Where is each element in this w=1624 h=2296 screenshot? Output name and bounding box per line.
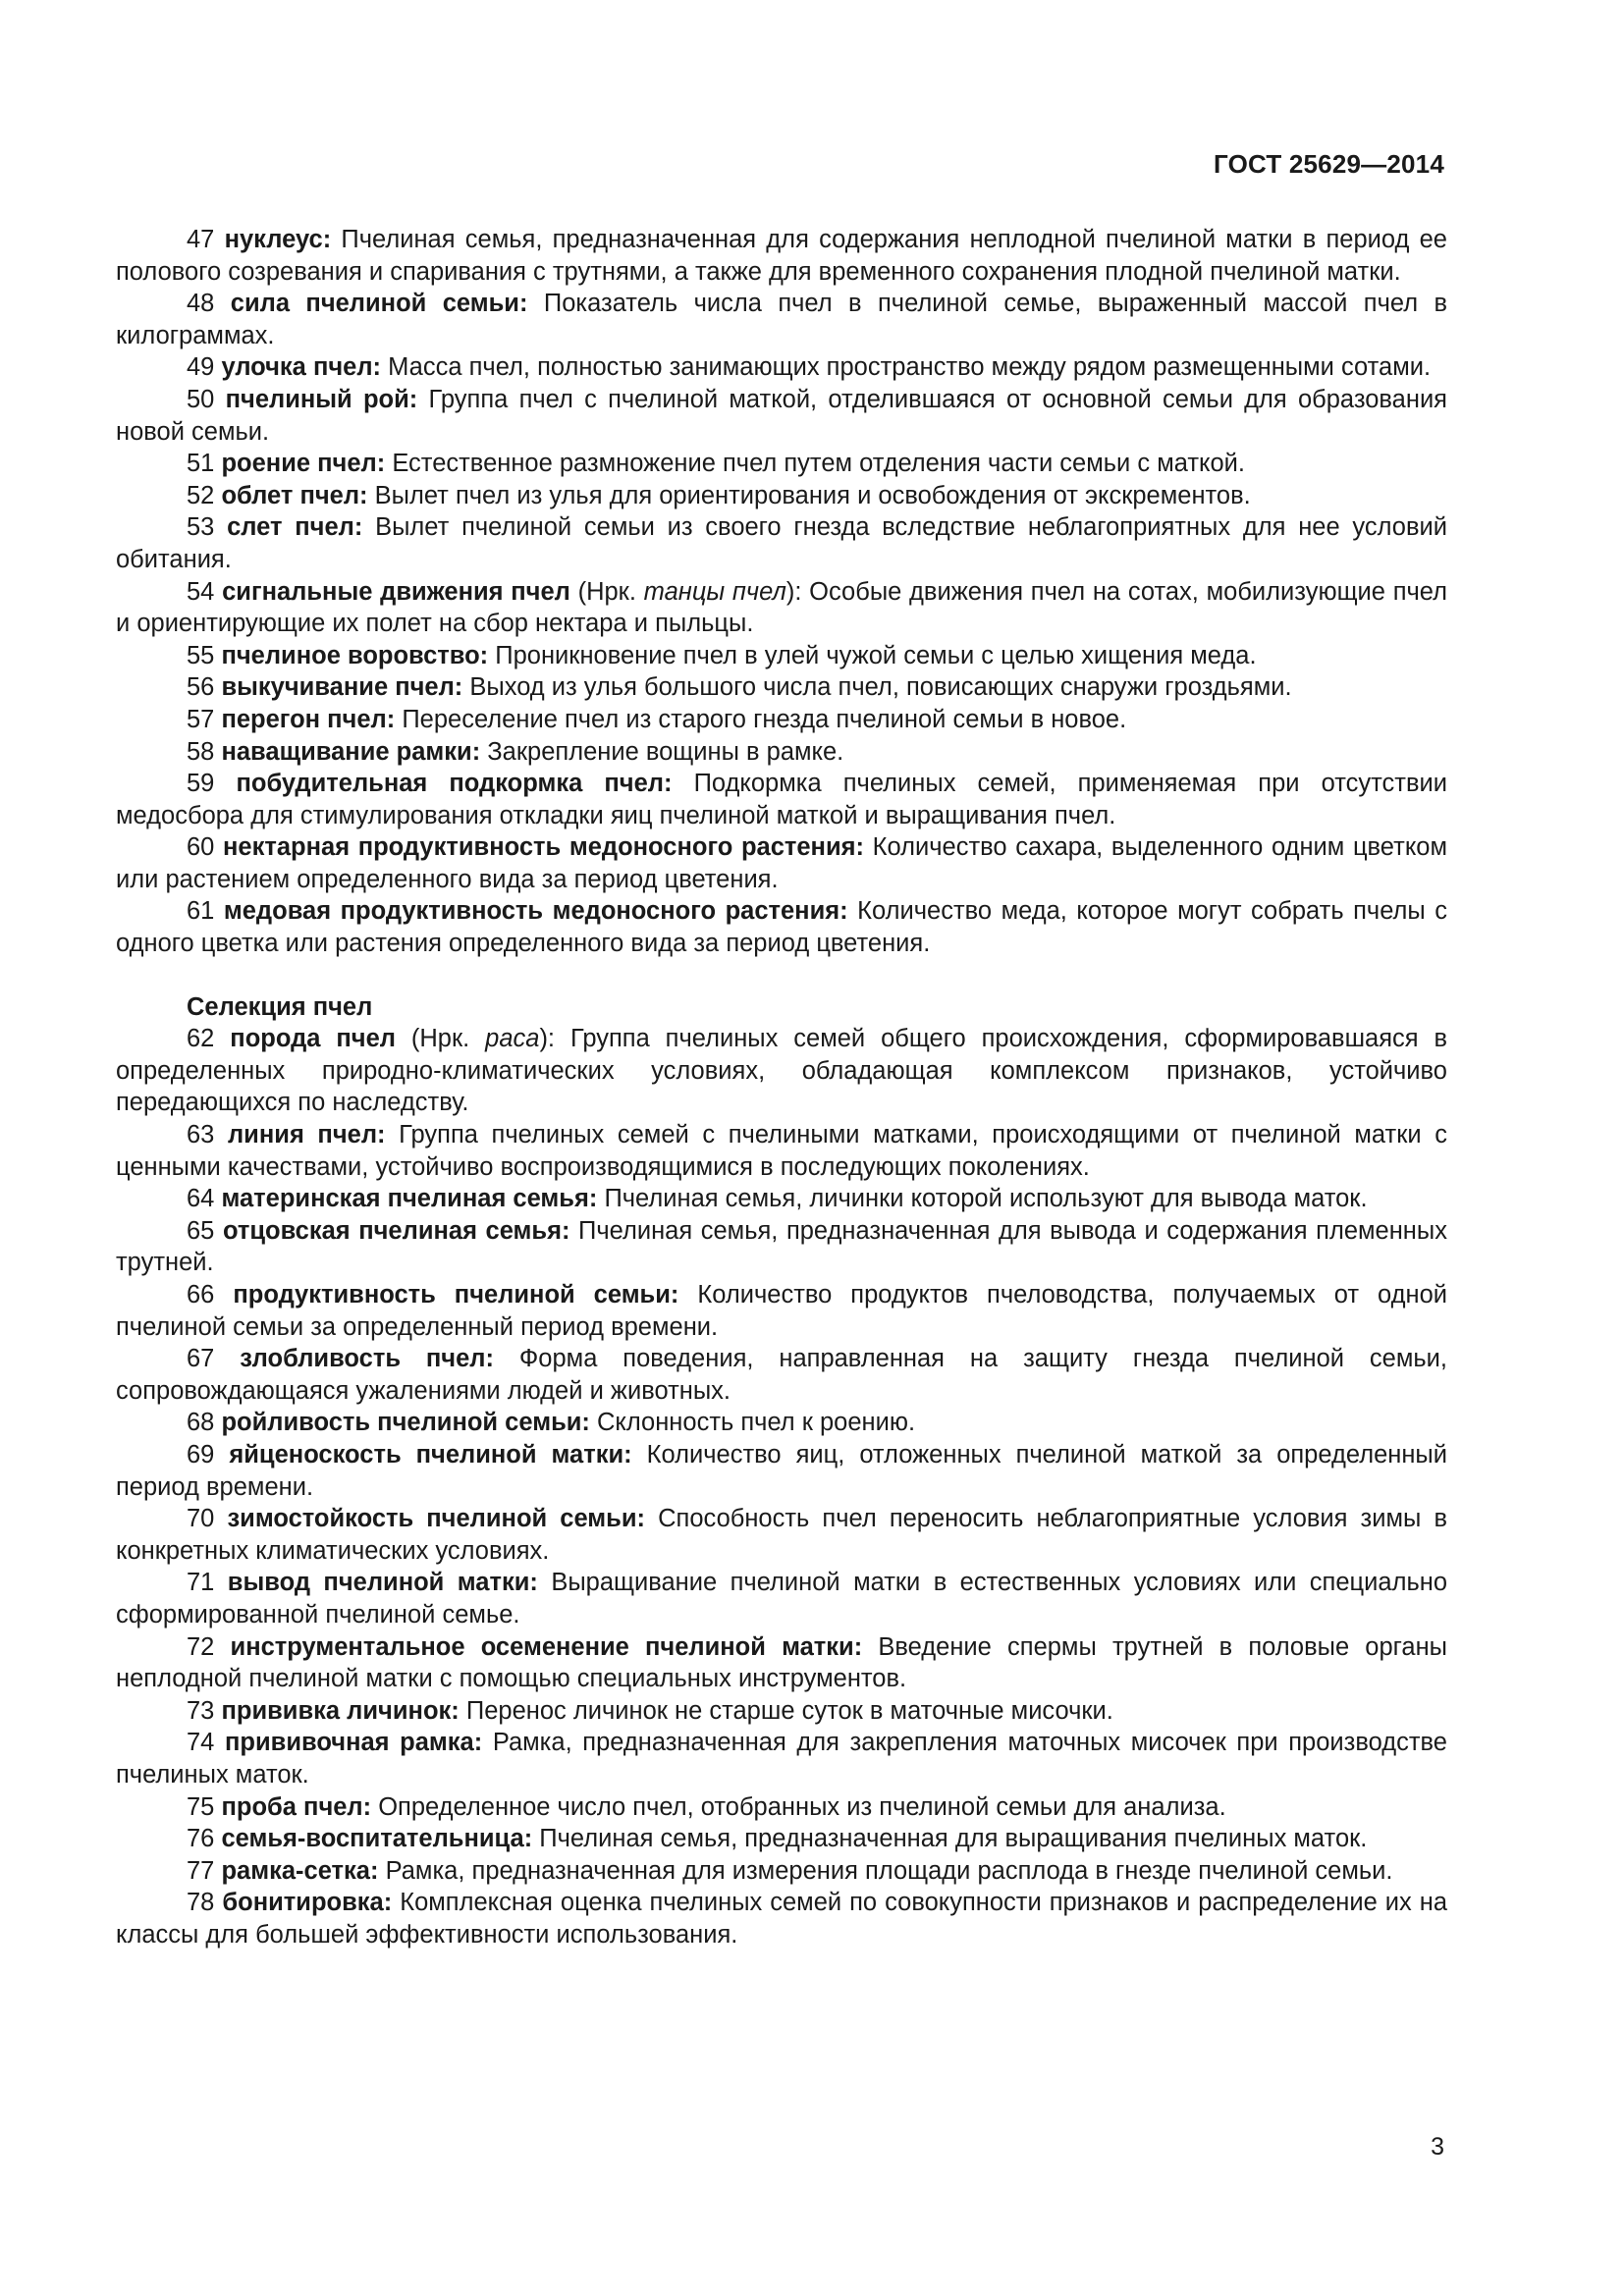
term-title: пчелиное воровство:: [221, 641, 489, 669]
term-definition: Показатель числа пчел в пчелиной семье, выраженный массой пчел в килограммах.: [116, 290, 1448, 349]
term-number: 47: [187, 226, 215, 253]
term-entry: [116, 831, 1447, 895]
term-title: нуклеус:: [224, 226, 332, 253]
term-entry: [116, 480, 1447, 512]
term-definition: Подкормка пчелиных семей, применяемая при отсутствии медосбора для стимулирования откладки яиц пчелиной маткой и выращивания пчел.: [116, 770, 1447, 829]
term-alt-suffix: ):: [785, 577, 802, 606]
term-definition: Особые движения пчел на сотах, мобилизующие пчел и ориентирующие их полет на сбор нектара и пыльцы.: [116, 577, 1448, 638]
term-definition: Переселение пчел из старого гнезда пчелиной семьи в новое.: [402, 705, 1127, 733]
term-title: проба пчел:: [221, 1792, 372, 1821]
term-number: 72: [187, 1632, 215, 1661]
term-entry: [116, 351, 1447, 384]
term-number: 76: [187, 1825, 215, 1853]
term-alt-suffix: ):: [539, 1025, 556, 1053]
term-entry: [116, 1791, 1447, 1824]
term-definition: Определенное число пчел, отобранных из пчелиной семьи для анализа.: [378, 1792, 1226, 1821]
term-number: 77: [187, 1856, 215, 1885]
term-number: 63: [187, 1121, 215, 1149]
term-entry: [116, 1631, 1447, 1695]
term-title: выкучивание пчел:: [221, 673, 463, 702]
term-number: 52: [187, 481, 215, 509]
term-number: 71: [187, 1569, 215, 1597]
term-number: 49: [187, 353, 215, 382]
term-entry: [116, 1503, 1447, 1567]
term-title: зимостойкость пчелиной семьи:: [227, 1505, 646, 1533]
term-deprecated-synonym: раса: [485, 1025, 540, 1053]
term-title: прививка личинок:: [221, 1696, 460, 1725]
term-title: сила пчелиной семьи:: [230, 290, 528, 318]
term-definition: Группа пчелиных семей общего происхождения, сформировавшаяся в определенных природно-климатических условиях, обладающая комплексом признаков, устойчиво передающихся по наследству.: [116, 1025, 1448, 1117]
term-number: 53: [187, 513, 215, 542]
term-definition: Естественное размножение пчел путем отделения части семьи с маткой.: [392, 450, 1245, 478]
term-title: пчелиный рой:: [225, 385, 418, 413]
term-definition: Пчелиная семья, личинки которой используют для вывода маток.: [604, 1185, 1368, 1213]
term-number: 70: [187, 1505, 215, 1533]
term-definition: Количество меда, которое могут собрать пчелы с одного цветка или растения определенного вида за период цветения.: [116, 897, 1447, 958]
term-definition: Вылет пчел из улья для ориентирования и освобождения от экскрементов.: [374, 481, 1251, 509]
term-title: семья-воспитательница:: [221, 1825, 533, 1853]
term-number: 55: [187, 641, 215, 669]
term-title: порода пчел: [230, 1025, 396, 1053]
term-entry: [116, 1119, 1447, 1183]
page-number: 3: [1431, 2133, 1444, 2161]
term-number: 69: [187, 1440, 215, 1468]
term-title: вывод пчелиной матки:: [227, 1569, 538, 1597]
term-number: 60: [187, 833, 215, 862]
terms-list-part2: [116, 1023, 1447, 1950]
term-entry: [116, 1279, 1447, 1343]
term-definition: Способность пчел переносить неблагоприятные условия зимы в конкретных климатических условиях.: [116, 1505, 1447, 1565]
term-entry: [116, 1439, 1447, 1503]
term-number: 73: [187, 1696, 215, 1725]
term-number: 58: [187, 737, 215, 766]
term-entry: [116, 511, 1447, 575]
term-title: наващивание рамки:: [221, 737, 481, 766]
term-title: прививочная рамка:: [224, 1729, 483, 1757]
term-entry: [116, 1183, 1447, 1215]
term-definition: Пчелиная семья, предназначенная для содержания неплодной пчелиной матки в период ее полового созревания и спаривания с трутнями, а также для временного сохранения плодной пчелиной матки.: [116, 226, 1447, 286]
term-entry: [116, 288, 1447, 351]
term-title: улочка пчел:: [221, 353, 382, 382]
term-number: 61: [187, 897, 215, 926]
term-title: перегон пчел:: [221, 705, 396, 733]
term-number: 68: [187, 1409, 215, 1437]
term-title: бонитировка:: [222, 1889, 393, 1917]
term-title: отцовская пчелиная семья:: [222, 1216, 570, 1245]
term-entry: [116, 640, 1447, 672]
term-entry: [116, 1823, 1447, 1855]
term-entry: [116, 448, 1447, 480]
term-number: 50: [187, 385, 215, 413]
term-number: 51: [187, 450, 215, 478]
term-definition: Количество сахара, выделенного одним цветком или растением определенного вида за период цветения.: [116, 833, 1447, 893]
term-entry: [116, 704, 1447, 736]
term-entry: [116, 1727, 1447, 1790]
term-definition: Закрепление вощины в рамке.: [487, 737, 844, 766]
section-heading: Селекция пчел: [187, 992, 373, 1021]
term-definition: Перенос личинок не старше суток в маточные мисочки.: [465, 1696, 1113, 1725]
term-entry: [116, 1215, 1447, 1279]
term-number: 75: [187, 1792, 215, 1821]
term-title: роение пчел:: [221, 450, 386, 478]
term-definition: Пчелиная семья, предназначенная для вывода и содержания племенных трутней.: [116, 1216, 1447, 1277]
term-definition: Рамка, предназначенная для закрепления маточных мисочек при производстве пчелиных маток.: [116, 1729, 1447, 1789]
term-title: линия пчел:: [227, 1121, 386, 1149]
term-definition: Выход из улья большого числа пчел, повисающих снаружи гроздьями.: [469, 673, 1292, 702]
term-definition: Комплексная оценка пчелиных семей по совокупности признаков и распределение их на классы для большей эффективности использования.: [116, 1889, 1448, 1949]
term-title: материнская пчелиная семья:: [221, 1185, 598, 1213]
term-alt-prefix: (Нрк.: [410, 1025, 486, 1053]
term-number: 64: [187, 1185, 215, 1213]
term-definition: Пчелиная семья, предназначенная для выращивания пчелиных маток.: [539, 1825, 1368, 1853]
term-definition: Группа пчел с пчелиной маткой, отделившаяся от основной семьи для образования новой семьи.: [116, 385, 1447, 446]
term-number: 57: [187, 705, 215, 733]
term-title: сигнальные движения пчел: [222, 577, 570, 606]
term-number: 67: [187, 1345, 215, 1373]
term-entry: [116, 1407, 1447, 1439]
term-entry: [116, 736, 1447, 769]
term-title: яйценоскость пчелиной матки:: [229, 1440, 632, 1468]
term-entry: [116, 576, 1447, 640]
term-definition: Масса пчел, полностью занимающих пространство между рядом размещенными сотами.: [388, 353, 1432, 382]
term-number: 56: [187, 673, 215, 702]
term-title: злобливость пчел:: [240, 1345, 494, 1373]
term-title: инструментальное осеменение пчелиной матки:: [230, 1632, 863, 1661]
term-definition: Вылет пчелиной семьи из своего гнезда вследствие неблагоприятных для нее условий обитания.: [116, 513, 1447, 573]
term-definition: Группа пчелиных семей с пчелиными матками, происходящими от пчелиной матки с ценными качествами, устойчиво воспроизводящимися в последующих поколениях.: [116, 1121, 1447, 1181]
term-entry: [116, 671, 1447, 704]
term-title: слет пчел:: [227, 513, 363, 542]
term-definition: Склонность пчел к роению.: [597, 1409, 916, 1437]
term-alt-prefix: (Нрк.: [577, 577, 644, 606]
document-header-standard: ГОСТ 25629—2014: [1214, 149, 1444, 179]
term-definition: Количество яиц, отложенных пчелиной маткой за определенный период времени.: [116, 1440, 1447, 1501]
term-entry: [116, 224, 1447, 288]
term-definition: Форма поведения, направленная на защиту гнезда пчелиной семьи, сопровождающаяся ужалениями людей и животных.: [116, 1345, 1447, 1405]
term-number: 59: [187, 770, 215, 798]
term-entry: [116, 1887, 1447, 1950]
term-entry: [116, 1023, 1447, 1119]
term-definition: Выращивание пчелиной матки в естественных условиях или специально сформированной пчелиной семье.: [116, 1569, 1447, 1629]
term-number: 74: [187, 1729, 215, 1757]
term-definition: Рамка, предназначенная для измерения площади расплода в гнезде пчелиной семьи.: [385, 1856, 1393, 1885]
terms-list-part1: [116, 224, 1447, 960]
term-number: 54: [187, 577, 215, 606]
term-entry: [116, 895, 1447, 959]
term-entry: [116, 1855, 1447, 1888]
term-deprecated-synonym: танцы пчел: [643, 577, 786, 606]
term-title: рамка-сетка:: [221, 1856, 379, 1885]
term-entry: [116, 1695, 1447, 1728]
term-definition: Количество продуктов пчеловодства, получаемых от одной пчелиной семьи за определенный период времени.: [116, 1281, 1448, 1341]
term-definition: Проникновение пчел в улей чужой семьи с целью хищения меда.: [495, 641, 1257, 669]
term-number: 78: [187, 1889, 215, 1917]
term-title: продуктивность пчелиной семьи:: [233, 1281, 679, 1308]
term-number: 66: [187, 1281, 215, 1308]
term-number: 48: [187, 290, 215, 318]
term-title: облет пчел:: [221, 481, 368, 509]
term-entry: [116, 1343, 1447, 1407]
term-number: 65: [187, 1216, 215, 1245]
term-title: нектарная продуктивность медоносного растения:: [223, 833, 865, 862]
term-title: ройливость пчелиной семьи:: [221, 1409, 590, 1437]
term-definition: Введение спермы трутней в половые органы неплодной пчелиной матки с помощью специальных инструментов.: [116, 1632, 1448, 1693]
term-entry: [116, 768, 1447, 831]
term-title: побудительная подкормка пчел:: [236, 770, 673, 798]
term-title: медовая продуктивность медоносного растения:: [223, 897, 848, 926]
term-number: 62: [187, 1025, 215, 1053]
term-entry: [116, 384, 1447, 448]
term-entry: [116, 1567, 1447, 1630]
document-body: [116, 224, 1447, 1950]
